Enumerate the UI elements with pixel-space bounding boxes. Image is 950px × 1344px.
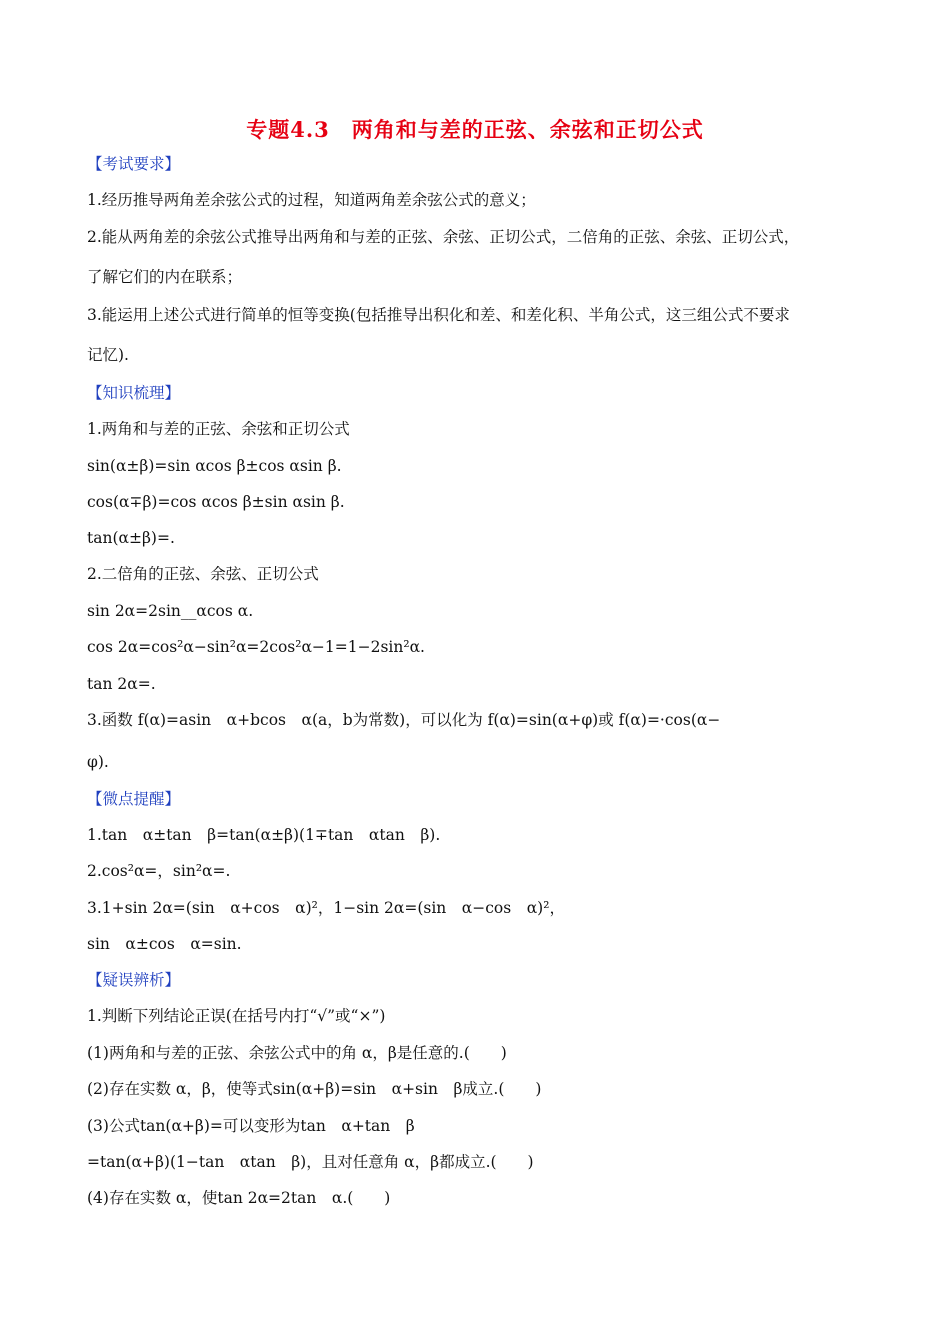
section-header-exam: 【考试要求】 (87, 155, 181, 173)
knowledge-line-10: φ). (87, 753, 109, 771)
errors-line-2: (1)两角和与差的正弦、余弦公式中的角 α，β是任意的.( ) (87, 1044, 507, 1062)
knowledge-line-3: cos(α∓β)=cos αcos β±sin αsin β. (87, 493, 345, 511)
knowledge-line-7: cos 2α=cos²α−sin²α=2cos²α−1=1−2sin²α. (87, 638, 425, 656)
errors-line-4: (3)公式tan(α+β)=可以变形为tan α+tan β (87, 1117, 415, 1135)
exam-line-4: 3.能运用上述公式进行简单的恒等变换(包括推导出积化和差、和差化积、半角公式，这三组公式不要求 (87, 306, 790, 324)
tips-line-1: 1.tan α±tan β=tan(α±β)(1∓tan αtan β). (87, 826, 441, 844)
errors-line-3: (2)存在实数 α，β，使等式sin(α+β)=sin α+sin β成立.( ) (87, 1080, 542, 1098)
errors-line-1: 1.判断下列结论正误(在括号内打“√”或“×”) (87, 1007, 386, 1025)
exam-line-3: 了解它们的内在联系； (87, 268, 243, 286)
section-header-knowledge: 【知识梳理】 (87, 384, 181, 402)
section-header-tips: 【微点提醒】 (87, 790, 181, 808)
knowledge-line-1: 1.两角和与差的正弦、余弦和正切公式 (87, 420, 350, 438)
knowledge-line-6: sin 2α=2sin__αcos α. (87, 602, 254, 620)
exam-line-1: 1.经历推导两角差余弦公式的过程，知道两角差余弦公式的意义； (87, 191, 536, 209)
knowledge-line-8: tan 2α=. (87, 675, 156, 693)
knowledge-line-9: 3.函数 f(α)=asin α+bcos α(a，b为常数)，可以化为 f(α)=sin(α+φ)或 f(α)=·cos(α− (87, 711, 721, 729)
knowledge-line-2: sin(α±β)=sin αcos β±cos αsin β. (87, 457, 342, 475)
tips-line-3: 3.1+sin 2α=(sin α+cos α)²，1−sin 2α=(sin α−cos α)²， (87, 899, 565, 917)
exam-line-5: 记忆). (87, 346, 129, 364)
section-header-errors: 【疑误辨析】 (87, 971, 181, 989)
knowledge-line-5: 2.二倍角的正弦、余弦、正切公式 (87, 565, 319, 583)
exam-line-2: 2.能从两角差的余弦公式推导出两角和与差的正弦、余弦、正切公式，二倍角的正弦、余弦、正切公式， (87, 228, 800, 246)
errors-line-5: =tan(α+β)(1−tan αtan β)，且对任意角 α，β都成立.( ) (87, 1153, 534, 1171)
tips-line-4: sin α±cos α=sin. (87, 935, 242, 953)
knowledge-line-4: tan(α±β)=. (87, 529, 175, 547)
tips-line-2: 2.cos²α=，sin²α=. (87, 862, 231, 880)
page-title: 专题4.3 两角和与差的正弦、余弦和正切公式 (246, 117, 704, 142)
errors-line-6: (4)存在实数 α，使tan 2α=2tan α.( ) (87, 1189, 391, 1207)
